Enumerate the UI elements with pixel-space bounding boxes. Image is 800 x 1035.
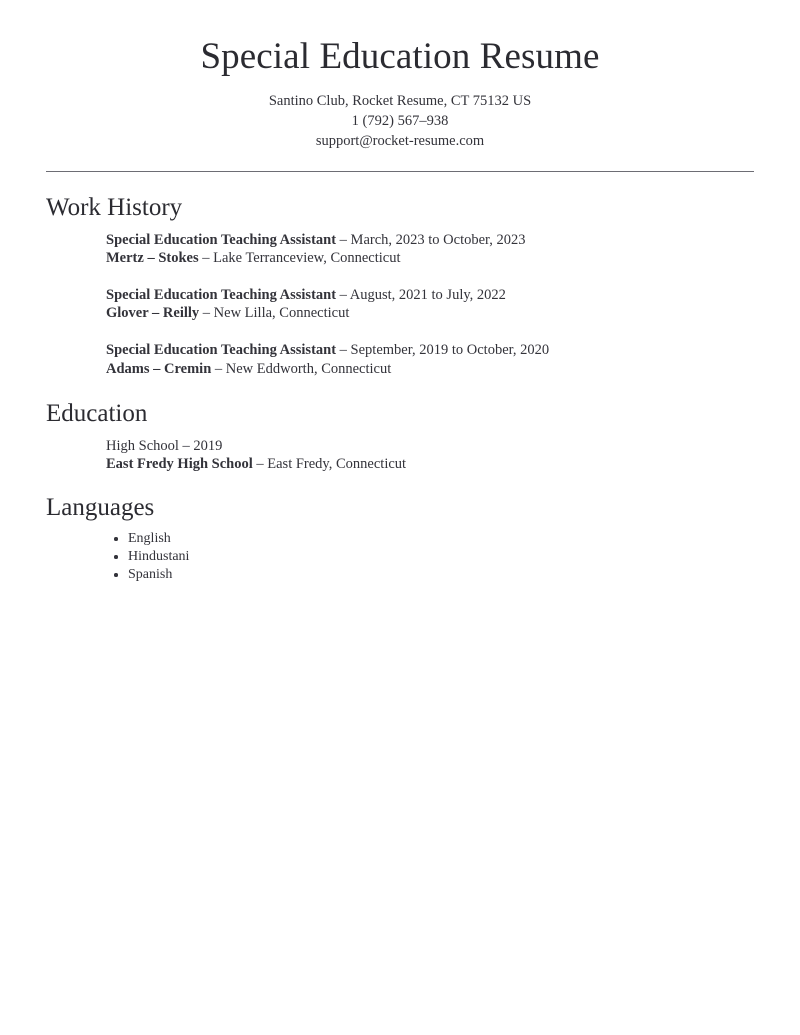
education-entry-school: East Fredy High School — [106, 456, 253, 473]
work-entry-employer-line — [106, 360, 754, 379]
education-entry-degree-separator: – — [178, 437, 194, 454]
work-entry-location: Lake Terranceview, Connecticut — [213, 250, 401, 267]
work-entry-employer-line — [106, 249, 754, 268]
education-entries — [46, 428, 754, 474]
education-entry-degree-line — [106, 437, 754, 456]
work-entry-separator: – — [336, 342, 351, 359]
section-heading-languages: Languages — [46, 493, 155, 521]
section-education — [46, 378, 754, 474]
work-entry-job-title: Special Education Teaching Assistant — [106, 342, 337, 359]
education-entry-school-line — [106, 455, 754, 474]
work-entry-location: New Lilla, Connecticut — [213, 305, 350, 322]
page-title: Special Education Resume — [200, 36, 600, 77]
work-entry-title-line — [106, 286, 754, 305]
work-entry-job-title: Special Education Teaching Assistant — [106, 286, 337, 303]
education-entry-school-separator: – — [252, 456, 268, 473]
section-work-history — [46, 172, 754, 378]
section-languages — [46, 474, 754, 585]
work-entry-separator: – — [336, 231, 351, 248]
work-entry-employer: Adams – Cremin — [106, 360, 212, 377]
work-entry-employer: Glover – Reilly — [106, 305, 200, 322]
section-heading-work-history: Work History — [46, 194, 183, 222]
contact-phone: 1 (792) 567–938 — [351, 112, 449, 129]
work-entry-separator: – — [336, 286, 350, 303]
work-entry-dates: September, 2019 to October, 2020 — [350, 342, 550, 359]
work-entry-dates: March, 2023 to October, 2023 — [350, 231, 526, 248]
work-entry-employer-line — [106, 304, 754, 323]
work-entry-location: New Eddworth, Connecticut — [225, 360, 392, 377]
work-entry — [106, 341, 754, 378]
education-entry-year: 2019 — [193, 437, 223, 454]
languages-body — [46, 521, 754, 584]
work-entry-title-line — [106, 341, 754, 360]
list-item: English — [106, 530, 754, 548]
education-entry-location: East Fredy, Connecticut — [267, 456, 407, 473]
work-entry-employer-separator: – — [198, 250, 214, 267]
list-item: Spanish — [106, 566, 754, 584]
contact-address: Santino Club, Rocket Resume, CT 75132 US — [268, 93, 532, 110]
work-entry-employer-separator: – — [211, 360, 226, 377]
list-item: Hindustani — [106, 548, 754, 566]
contact-email: support@rocket-resume.com — [315, 132, 485, 149]
work-entry-employer-separator: – — [199, 305, 214, 322]
education-entry-degree: High School — [106, 437, 179, 454]
document-header — [46, 0, 754, 151]
section-heading-education: Education — [46, 400, 148, 428]
work-history-entries — [46, 222, 754, 378]
languages-list — [106, 530, 754, 584]
work-entry-employer: Mertz – Stokes — [106, 250, 199, 267]
work-entry-dates: August, 2021 to July, 2022 — [349, 286, 506, 303]
work-entry-title-line — [106, 231, 754, 250]
work-entry-job-title: Special Education Teaching Assistant — [106, 231, 337, 248]
work-entry — [106, 231, 754, 268]
work-entry — [106, 286, 754, 323]
education-entry — [106, 437, 754, 474]
